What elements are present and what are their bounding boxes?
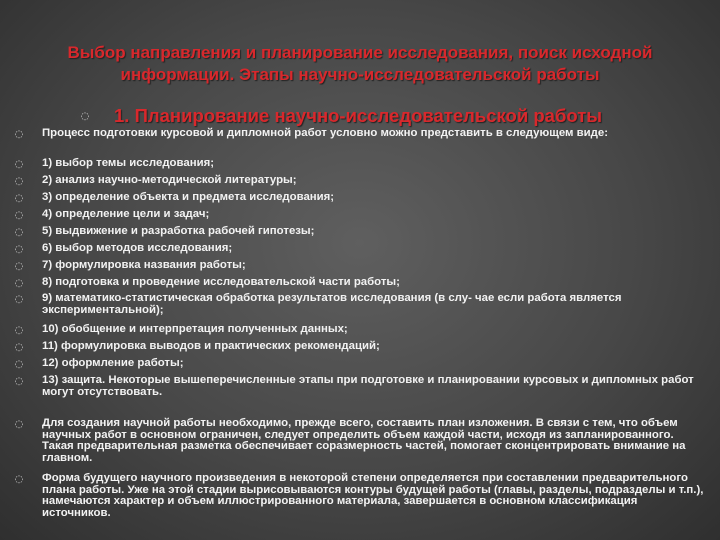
list-item-text: Форма будущего научного произведения в некоторой степени определяется при составлении предварительного плана работы. Уже на этой стадии вырисовываются контуры будущей работы (главы, разделы, подразделы и т.п.), намечаются характер и объем иллюстрированного материала, завершается в основном классификация источников. xyxy=(42,472,704,519)
list-item xyxy=(12,226,712,238)
list-item xyxy=(12,175,712,187)
list-item-text: 12) оформление работы; xyxy=(42,357,184,369)
dotted-circle-bullet-icon: ◌ xyxy=(14,359,24,370)
dotted-circle-bullet-icon: ◌ xyxy=(14,474,24,485)
dotted-circle-bullet-icon: ◌ xyxy=(14,376,24,387)
list-item xyxy=(12,260,712,272)
list-item xyxy=(12,341,712,353)
list-item-text: 6) выбор методов исследования; xyxy=(42,242,233,254)
dotted-circle-bullet-icon: ◌ xyxy=(14,278,24,289)
dotted-circle-bullet-icon: ◌ xyxy=(14,129,24,140)
list-item-text: 11) формулировка выводов и практических рекомендаций; xyxy=(42,340,380,352)
list-item xyxy=(12,158,712,170)
list-item-text: 4) определение цели и задач; xyxy=(42,208,210,220)
list-item xyxy=(12,358,712,370)
dotted-circle-bullet-icon: ◌ xyxy=(14,244,24,255)
list-item-text: 5) выдвижение и разработка рабочей гипотезы; xyxy=(42,225,315,237)
dotted-circle-bullet-icon: ◌ xyxy=(14,261,24,272)
list-item xyxy=(12,293,712,316)
list-item xyxy=(12,192,712,204)
slide-title: Выбор направления и планирование исследования, поиск исходной информации. Этапы научно-исследовательской работы xyxy=(67,43,653,84)
list-item-text: 8) подготовка и проведение исследовательской части работы; xyxy=(42,276,400,288)
list-item-text: 7) формулировка названия работы; xyxy=(42,259,246,271)
list-item-text: 3) определение объекта и предмета исследования; xyxy=(42,191,335,203)
list-item-text: 9) математико-статистическая обработка результатов исследования (в слу- чае если работа является экспериментальной); xyxy=(42,292,622,316)
dotted-circle-bullet-icon: ◌ xyxy=(14,210,24,221)
dotted-circle-bullet-icon: ◌ xyxy=(14,419,24,430)
list-item xyxy=(12,418,712,464)
subtitle-row xyxy=(78,105,718,127)
dotted-circle-bullet-icon: ◌ xyxy=(14,325,24,336)
list-item xyxy=(12,243,712,255)
list-item xyxy=(12,324,712,336)
list-item xyxy=(12,277,712,289)
list-item-text: 10) обобщение и интерпретация полученных данных; xyxy=(42,323,348,335)
dotted-circle-bullet-icon: ◌ xyxy=(80,110,90,122)
list-item-text: Процесс подготовки курсовой и дипломной работ условно можно представить в следующем виде: xyxy=(42,127,608,139)
list-item xyxy=(12,209,712,221)
dotted-circle-bullet-icon: ◌ xyxy=(14,176,24,187)
list-item xyxy=(12,473,712,519)
list-item xyxy=(12,128,712,140)
list-item-text: 1) выбор темы исследования; xyxy=(42,157,215,169)
dotted-circle-bullet-icon: ◌ xyxy=(14,294,24,305)
dotted-circle-bullet-icon: ◌ xyxy=(14,193,24,204)
slide-subtitle: 1. Планирование научно-исследовательской работы xyxy=(114,105,603,126)
dotted-circle-bullet-icon: ◌ xyxy=(14,227,24,238)
dotted-circle-bullet-icon: ◌ xyxy=(14,159,24,170)
dotted-circle-bullet-icon: ◌ xyxy=(14,342,24,353)
list-item-text: Для создания научной работы необходимо, прежде всего, составить план изложения. В связи с тем, что объем научных работ в основном ограничен, следует определить объем каждой части, исходя из запланированного. Такая предварительная разметка обеспечивает соразмерность частей, помогает сконцентрировать внимание на главном. xyxy=(42,417,686,464)
list-item xyxy=(12,375,712,398)
list-item-text: 2) анализ научно-методической литературы; xyxy=(42,174,297,186)
list-item-text: 13) защита. Некоторые вышеперечисленные этапы при подготовке и планировании курсовых и дипломных работ могут отсутствовать. xyxy=(42,374,694,398)
